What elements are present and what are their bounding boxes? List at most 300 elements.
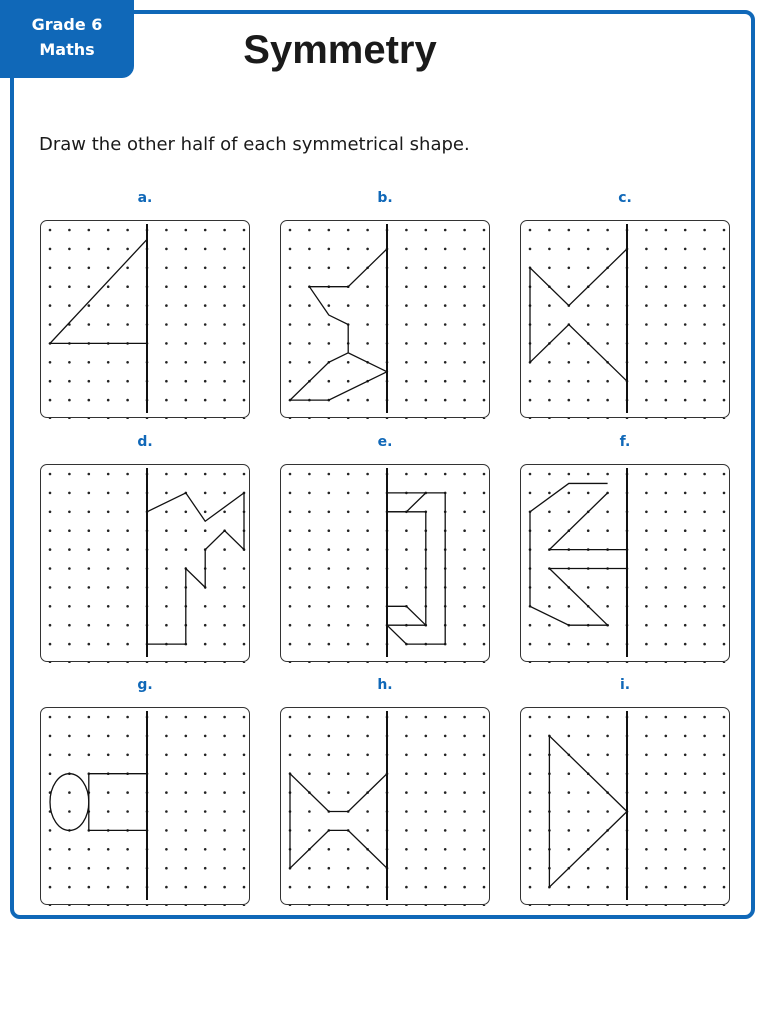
grid-dot — [289, 643, 292, 646]
grid-dot — [223, 229, 226, 232]
grid-dot — [366, 304, 369, 307]
grid-dot — [165, 380, 168, 383]
shape-outline — [290, 249, 387, 400]
grid-dot — [347, 643, 350, 646]
grid-dot — [68, 810, 71, 813]
grid-dot — [703, 662, 706, 663]
grid-dot — [463, 285, 466, 288]
grid-dot — [645, 529, 648, 532]
grid-dot — [703, 492, 706, 495]
grid-dot — [568, 418, 571, 419]
grid-dot — [405, 791, 408, 794]
shape-outline — [147, 483, 244, 644]
grid-dot — [366, 511, 369, 514]
grid-dot — [68, 848, 71, 851]
grid-dot — [289, 267, 292, 270]
grid-dot — [107, 473, 110, 476]
grid-dot — [366, 248, 369, 251]
grid-dot — [289, 473, 292, 476]
grid-dot — [548, 473, 551, 476]
grid-dot — [289, 662, 292, 663]
panel-label: b. — [377, 190, 393, 206]
grid-dot — [88, 643, 91, 646]
grid-dot — [68, 867, 71, 870]
grid-dot — [185, 304, 188, 307]
shape-outline — [290, 774, 387, 869]
grid-dot — [425, 829, 428, 832]
grid-dot — [165, 248, 168, 251]
grid-dot — [665, 829, 668, 832]
grid-dot — [665, 886, 668, 889]
grid-dot — [328, 867, 331, 870]
grid-dot — [723, 643, 726, 646]
grid-dot — [289, 342, 292, 345]
grid-dot — [425, 323, 428, 326]
grid-dot — [68, 399, 71, 402]
grid-dot — [723, 418, 726, 419]
grid-dot — [665, 492, 668, 495]
dot-grid-panel[interactable] — [280, 464, 490, 662]
grid-dot — [107, 886, 110, 889]
grid-dot — [49, 605, 52, 608]
grid-dot — [88, 285, 91, 288]
grid-dot — [185, 886, 188, 889]
grid-dot — [425, 905, 428, 906]
grid-dot — [223, 380, 226, 383]
shape-outline — [50, 239, 147, 343]
grid-dot — [645, 267, 648, 270]
grid-dot — [723, 662, 726, 663]
grid-dot — [68, 473, 71, 476]
grid-dot — [606, 529, 609, 532]
grid-dot — [529, 399, 532, 402]
grid-dot — [223, 735, 226, 738]
grid-dot — [684, 735, 687, 738]
grid-dot — [463, 267, 466, 270]
grid-dot — [347, 399, 350, 402]
grid-dot — [665, 586, 668, 589]
grid-dot — [665, 848, 668, 851]
grid-dot — [308, 342, 311, 345]
grid-dot — [165, 529, 168, 532]
grid-dot — [703, 586, 706, 589]
grid-dot — [126, 643, 129, 646]
grid-dot — [223, 867, 226, 870]
dot-grid-panel[interactable] — [520, 464, 730, 662]
dot-grid-panel[interactable] — [40, 707, 250, 905]
grid-dot — [165, 567, 168, 570]
grid-dot — [243, 791, 246, 794]
grid-dot — [328, 886, 331, 889]
grid-dot — [49, 380, 52, 383]
grid-dot — [723, 304, 726, 307]
grid-dot — [88, 473, 91, 476]
grid-dot — [49, 643, 52, 646]
grid-dot — [223, 285, 226, 288]
grid-dot — [165, 662, 168, 663]
grid-dot — [308, 605, 311, 608]
grid-dot — [723, 735, 726, 738]
grid-dot — [308, 735, 311, 738]
grid-dot — [587, 248, 590, 251]
grid-dot — [703, 473, 706, 476]
grid-dot — [529, 624, 532, 627]
grid-dot — [483, 399, 486, 402]
grid-dot — [243, 754, 246, 757]
grid-dot — [204, 605, 207, 608]
grid-dot — [665, 624, 668, 627]
grid-dot — [126, 418, 129, 419]
grid-dot — [587, 229, 590, 232]
grid-dot — [529, 905, 532, 906]
grid-dot — [49, 473, 52, 476]
grid-dot — [165, 848, 168, 851]
grid-dot — [165, 886, 168, 889]
grid-dot — [684, 473, 687, 476]
grid-dot — [347, 867, 350, 870]
dot-grid-panel[interactable] — [280, 707, 490, 905]
grid-dot — [185, 285, 188, 288]
grid-dot — [126, 304, 129, 307]
grid-dot — [606, 754, 609, 757]
panel-label: i. — [619, 677, 631, 693]
grid-dot — [243, 267, 246, 270]
grid-dot — [444, 267, 447, 270]
grid-dot — [308, 418, 311, 419]
grid-dot — [308, 867, 311, 870]
grid-dot — [587, 886, 590, 889]
grid-dot — [405, 735, 408, 738]
grid-dot — [308, 267, 311, 270]
grid-dot — [165, 810, 168, 813]
grid-dot — [328, 905, 331, 906]
grid-dot — [444, 905, 447, 906]
grid-dot — [289, 418, 292, 419]
grid-dot — [665, 867, 668, 870]
grid-dot — [606, 323, 609, 326]
grid-dot — [328, 492, 331, 495]
grid-dot — [88, 586, 91, 589]
grid-dot — [308, 229, 311, 232]
panel-label: c. — [618, 190, 632, 206]
grid-dot — [684, 772, 687, 775]
grid-dot — [308, 886, 311, 889]
grid-dot — [223, 511, 226, 514]
grid-dot — [126, 285, 129, 288]
grid-dot — [68, 886, 71, 889]
dot-grid-panel[interactable] — [40, 464, 250, 662]
grid-dot — [308, 323, 311, 326]
grid-dot — [684, 267, 687, 270]
grid-dot — [684, 548, 687, 551]
grid-dot — [107, 529, 110, 532]
grid-dot — [347, 662, 350, 663]
grid-dot — [223, 548, 226, 551]
grid-dot — [165, 548, 168, 551]
grid-dot — [703, 905, 706, 906]
grid-dot — [185, 829, 188, 832]
grid-dot — [703, 342, 706, 345]
grid-dot — [107, 867, 110, 870]
grid-dot — [483, 511, 486, 514]
grid-dot — [483, 662, 486, 663]
grid-dot — [568, 285, 571, 288]
grid-dot — [243, 772, 246, 775]
grid-dot — [308, 716, 311, 719]
grid-dot — [645, 624, 648, 627]
grid-dot — [645, 399, 648, 402]
grid-dot — [88, 267, 91, 270]
grid-dot — [68, 716, 71, 719]
grid-dot — [243, 473, 246, 476]
dot-grid-panel[interactable] — [40, 220, 250, 418]
grid-dot — [463, 586, 466, 589]
grid-dot — [568, 399, 571, 402]
grid-dot — [366, 548, 369, 551]
grid-dot — [548, 716, 551, 719]
dot-grid-panel[interactable] — [520, 707, 730, 905]
grid-dot — [723, 285, 726, 288]
grid-dot — [703, 643, 706, 646]
grid-dot — [587, 716, 590, 719]
grid-dot — [665, 267, 668, 270]
grid-dot — [645, 791, 648, 794]
grid-dot — [703, 285, 706, 288]
grid-dot — [645, 810, 648, 813]
grid-dot — [723, 529, 726, 532]
grid-dot — [665, 342, 668, 345]
grid-dot — [463, 342, 466, 345]
grid-dot — [723, 905, 726, 906]
grid-dot — [703, 735, 706, 738]
grid-dot — [289, 511, 292, 514]
grid-dot — [723, 810, 726, 813]
grid-dot — [606, 418, 609, 419]
grid-dot — [204, 361, 207, 364]
grid-dot — [68, 380, 71, 383]
grid-dot — [366, 323, 369, 326]
grid-dot — [444, 867, 447, 870]
grid-dot — [645, 586, 648, 589]
grid-dot — [204, 229, 207, 232]
grid-dot — [289, 492, 292, 495]
grid-dot — [684, 567, 687, 570]
grid-dot — [223, 605, 226, 608]
grid-dot — [204, 810, 207, 813]
grid-dot — [243, 605, 246, 608]
grid-dot — [606, 586, 609, 589]
grid-dot — [165, 905, 168, 906]
grid-dot — [185, 511, 188, 514]
grid-dot — [723, 248, 726, 251]
grid-dot — [328, 529, 331, 532]
grid-dot — [49, 886, 52, 889]
grid-dot — [645, 323, 648, 326]
dot-grid — [41, 221, 251, 419]
grid-dot — [444, 473, 447, 476]
grid-dot — [568, 662, 571, 663]
grid-dot — [684, 418, 687, 419]
grid-dot — [185, 735, 188, 738]
grid-dot — [405, 399, 408, 402]
dot-grid — [281, 708, 491, 906]
grid-dot — [684, 754, 687, 757]
grid-dot — [107, 399, 110, 402]
grid-dot — [548, 380, 551, 383]
grid-dot — [49, 754, 52, 757]
dot-grid-panel[interactable] — [520, 220, 730, 418]
grid-dot — [107, 248, 110, 251]
grid-dot — [88, 662, 91, 663]
subject-text: Maths — [39, 40, 95, 59]
grid-dot — [444, 304, 447, 307]
grid-dot — [328, 643, 331, 646]
grid-dot — [684, 867, 687, 870]
grid-dot — [366, 586, 369, 589]
grid-dot — [405, 548, 408, 551]
grid-dot — [463, 323, 466, 326]
grid-dot — [425, 810, 428, 813]
grid-dot — [328, 229, 331, 232]
grid-dot — [587, 492, 590, 495]
grid-dot — [289, 548, 292, 551]
grid-dot — [49, 716, 52, 719]
grid-dot — [723, 867, 726, 870]
grid-dot — [463, 772, 466, 775]
grid-dot — [328, 342, 331, 345]
grid-dot — [165, 624, 168, 627]
grid-dot — [463, 662, 466, 663]
grid-dot — [483, 772, 486, 775]
grid-dot — [568, 772, 571, 775]
grid-dot — [665, 791, 668, 794]
grid-dot — [185, 342, 188, 345]
grid-dot — [49, 586, 52, 589]
grid-dot — [68, 662, 71, 663]
grid-dot — [308, 829, 311, 832]
grid-dot — [645, 643, 648, 646]
grid-dot — [107, 716, 110, 719]
grid-dot — [645, 304, 648, 307]
grid-dot — [347, 791, 350, 794]
grid-dot — [444, 229, 447, 232]
grid-dot — [289, 361, 292, 364]
grid-dot — [463, 229, 466, 232]
grid-dot — [366, 772, 369, 775]
grid-dot — [185, 361, 188, 364]
grid-dot — [243, 380, 246, 383]
grid-dot — [68, 492, 71, 495]
grid-dot — [49, 848, 52, 851]
grid-dot — [587, 735, 590, 738]
grid-dot — [366, 418, 369, 419]
grid-dot — [347, 361, 350, 364]
grid-dot — [347, 716, 350, 719]
grid-dot — [463, 529, 466, 532]
grid-dot — [529, 380, 532, 383]
grid-dot — [684, 905, 687, 906]
grid-dot — [223, 361, 226, 364]
grid-dot — [587, 361, 590, 364]
grid-dot — [568, 380, 571, 383]
grid-dot — [703, 380, 706, 383]
grid-dot — [405, 829, 408, 832]
grid-dot — [107, 643, 110, 646]
grid-dot — [204, 511, 207, 514]
grid-dot — [107, 492, 110, 495]
grid-dot — [165, 716, 168, 719]
grid-dot — [723, 586, 726, 589]
grid-dot — [548, 492, 551, 495]
grid-dot — [126, 716, 129, 719]
grid-dot — [665, 643, 668, 646]
grid-dot — [347, 886, 350, 889]
grid-dot — [88, 304, 91, 307]
grid-dot — [328, 716, 331, 719]
grid-dot — [684, 886, 687, 889]
grid-dot — [665, 304, 668, 307]
grid-dot — [204, 267, 207, 270]
grid-dot — [328, 662, 331, 663]
grid-dot — [483, 716, 486, 719]
grid-dot — [606, 605, 609, 608]
grid-dot — [483, 267, 486, 270]
grid-dot — [68, 791, 71, 794]
grid-dot — [49, 548, 52, 551]
grid-dot — [483, 529, 486, 532]
grid-dot — [723, 267, 726, 270]
grid-dot — [529, 848, 532, 851]
dot-grid-panel[interactable] — [280, 220, 490, 418]
grid-dot — [366, 886, 369, 889]
grid-dot — [483, 791, 486, 794]
grid-dot — [126, 848, 129, 851]
grid-dot — [405, 529, 408, 532]
grid-dot — [68, 418, 71, 419]
grid-dot — [347, 418, 350, 419]
grid-dot — [347, 548, 350, 551]
grid-dot — [49, 867, 52, 870]
grid-dot — [347, 567, 350, 570]
grid-dot — [548, 662, 551, 663]
grid-dot — [107, 754, 110, 757]
grid-dot — [68, 304, 71, 307]
grid-dot — [587, 529, 590, 532]
grid-dot — [606, 380, 609, 383]
grid-dot — [243, 905, 246, 906]
shape-outline — [387, 606, 426, 625]
grid-dot — [223, 248, 226, 251]
grid-dot — [185, 529, 188, 532]
grid-dot — [347, 586, 350, 589]
grid-dot — [49, 418, 52, 419]
grid-dot — [463, 848, 466, 851]
grid-dot — [243, 624, 246, 627]
grid-dot — [645, 905, 648, 906]
grid-dot — [645, 418, 648, 419]
grid-dot — [49, 624, 52, 627]
grid-dot — [49, 772, 52, 775]
grid-dot — [529, 829, 532, 832]
grid-dot — [366, 867, 369, 870]
grid-dot — [185, 418, 188, 419]
grid-dot — [204, 735, 207, 738]
grid-dot — [328, 567, 331, 570]
grid-dot — [204, 772, 207, 775]
grid-dot — [165, 285, 168, 288]
grid-dot — [463, 399, 466, 402]
grid-dot — [366, 716, 369, 719]
